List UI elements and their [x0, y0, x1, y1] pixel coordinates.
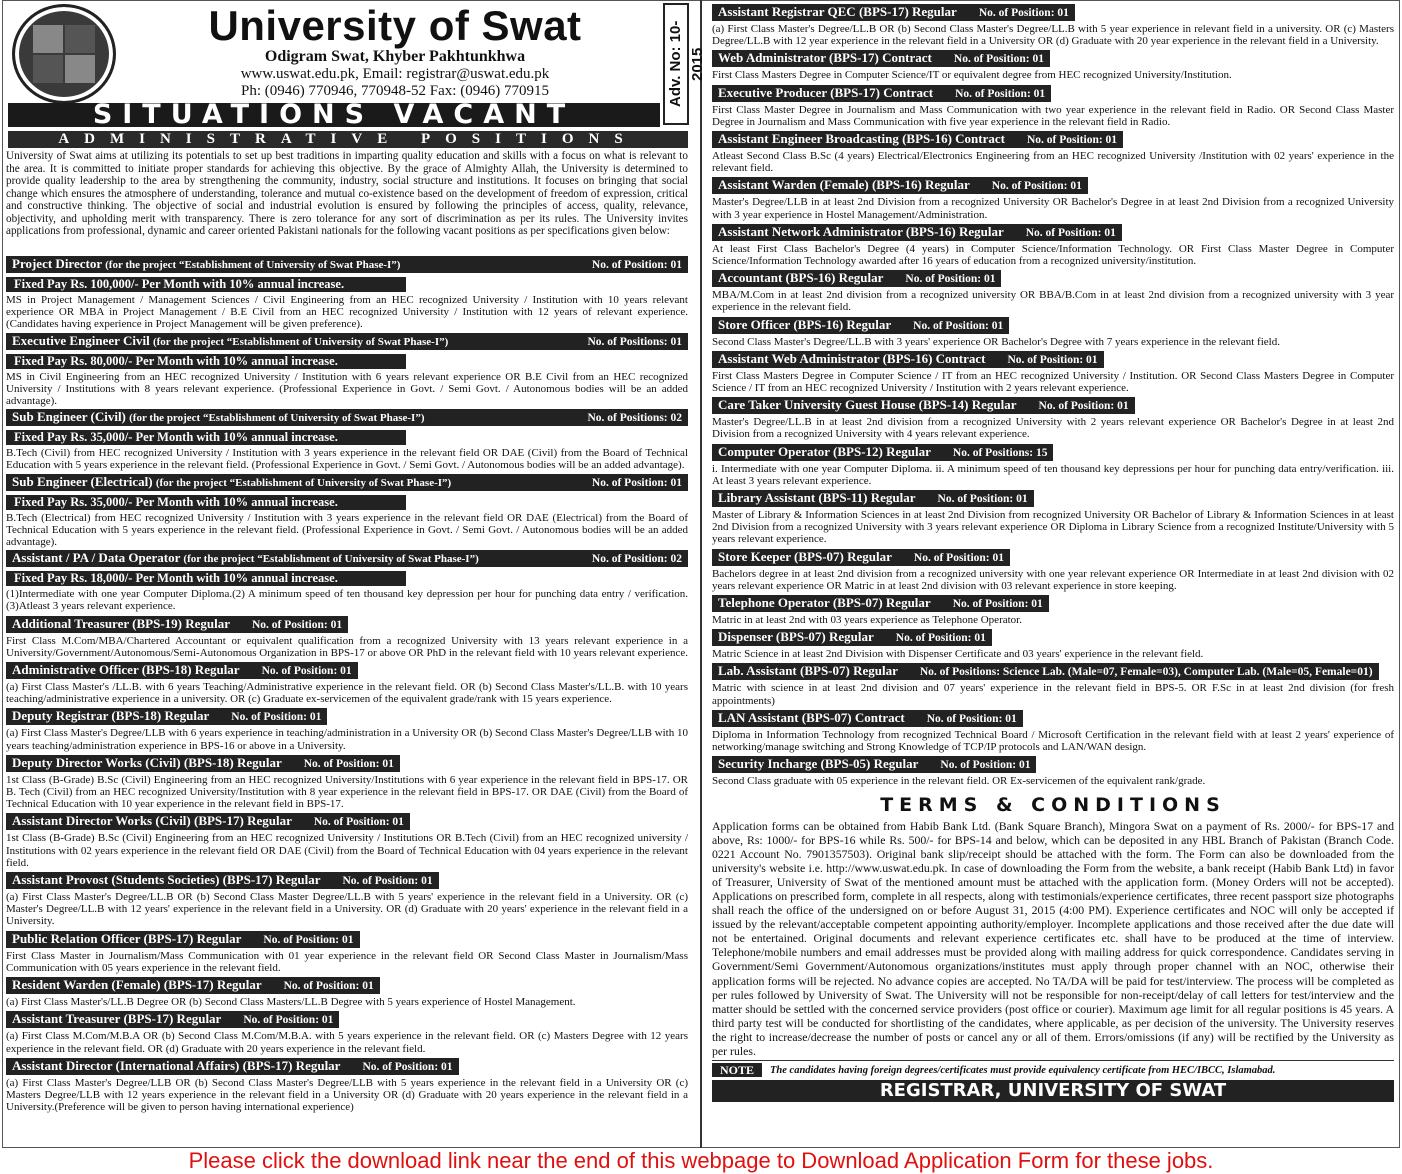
job-listing — [6, 754, 688, 811]
job-title-wrap — [718, 629, 874, 644]
job-positions: No. of Position: 01 — [978, 7, 1069, 19]
job-title-wrap — [718, 224, 1004, 239]
job-positions: No. of Position: 01 — [591, 259, 682, 271]
job-heading — [6, 977, 380, 994]
job-requirements: B.Tech (Electrical) from HEC recognized University / Institution with 3 years experience in the relevant field OR DAE (Electrical) from the Board of Technical Education with 5 years experience in the relevant field. (Professional Experience in Govt. / Semi Govt. / Autonomous bodies will be an added advantage). — [6, 511, 688, 549]
job-heading — [712, 663, 1379, 680]
job-listing — [712, 709, 1394, 753]
job-title-wrap — [12, 409, 424, 426]
job-listing — [6, 474, 688, 549]
job-heading — [6, 333, 688, 350]
job-listing — [712, 49, 1394, 81]
job-positions: No. of Position: 01 — [895, 632, 986, 645]
terms-heading: TERMS & CONDITIONS — [880, 793, 1226, 816]
column-divider — [700, 0, 702, 1148]
job-title: Lab. Assistant (BPS-07) Regular — [718, 663, 898, 679]
job-positions: No. of Position: 01 — [591, 476, 682, 489]
job-title: Assistant Director (International Affairs) (BPS-17) Regular — [12, 1057, 341, 1073]
job-title-wrap — [718, 270, 883, 285]
job-listing — [712, 176, 1394, 220]
job-heading — [6, 755, 400, 772]
job-title: Deputy Registrar (BPS-18) Regular — [12, 708, 210, 724]
job-requirements: 1st Class (B-Grade) B.Sc (Civil) Engineering from an HEC recognized University / Institutions OR B.Tech (Civil) from an HEC recognized university / Institutions with 02 years experience in the relevant field OR DAE (Civil) from the Board of Technical Education with 04 years experience in the relevant field. — [6, 832, 688, 869]
job-positions: No. of Position: 01 — [342, 875, 433, 888]
job-listing — [712, 3, 1394, 47]
job-positions: No. of Position: 01 — [937, 493, 1028, 506]
job-heading — [6, 931, 360, 948]
job-heading — [6, 1011, 339, 1028]
job-listing — [6, 256, 688, 331]
job-positions: No. of Position: 01 — [231, 711, 322, 724]
job-title: Administrative Officer (BPS-18) Regular — [12, 662, 240, 678]
job-title: LAN Assistant (BPS-07) Contract — [718, 709, 905, 725]
note-label: NOTE — [712, 1063, 762, 1077]
job-pay: Fixed Pay Rs. 18,000/- Per Month with 10% annual increase. — [6, 571, 406, 586]
job-listing — [6, 1057, 688, 1114]
job-listing — [6, 333, 688, 408]
job-requirements: Master's Degree/LLB in at least 2nd Division from a recognized University OR Bachelor's Degree in at least 2nd Division from a recognized University with 3 year experience in Hostel Management/Administration. — [712, 196, 1394, 221]
job-requirements: First Class M.Com/MBA/Chartered Accountant or equivalent qualification from a recognized University with 13 years relevant experience in a University/Government/Autonomous/Semi-Autonomous Organization in BPS-17 or above OR PhD in the relevant field with 10 years relevant experience. — [6, 634, 688, 659]
job-title-wrap — [718, 397, 1017, 412]
job-title: Accountant (BPS-16) Regular — [718, 270, 884, 286]
job-title-wrap — [718, 756, 918, 771]
job-title-wrap — [718, 131, 1005, 146]
job-listing — [712, 84, 1394, 128]
job-requirements: Matric in at least 2nd with 03 years experience as Telephone Operator. — [712, 614, 1022, 627]
job-title-wrap — [12, 977, 262, 992]
job-title-wrap — [12, 931, 241, 946]
job-pay: Fixed Pay Rs. 35,000/- Per Month with 10% annual increase. — [6, 495, 406, 510]
job-positions: No. of Position: 01 — [926, 712, 1017, 725]
job-pay: Fixed Pay Rs. 100,000/- Per Month with 10% annual increase. — [6, 277, 406, 292]
job-project-tag: (for the project “Establishment of University of Swat Phase-I”) — [155, 476, 452, 489]
job-requirements: Master's Degree/LL.B in at least 2nd division from a recognized University with 2 years relevant experience OR Bachelor's Degree in at least 2nd Division from a recognized University with 4 years relevant experience. — [712, 416, 1394, 441]
job-project-tag: (for the project “Establishment of University of Swat Phase-I”) — [129, 412, 425, 425]
job-title-wrap — [12, 1011, 221, 1026]
registrar-signature: REGISTRAR, UNIVERSITY OF SWAT — [712, 1080, 1394, 1102]
job-title: Public Relation Officer (BPS-17) Regular — [12, 930, 242, 946]
university-contact-phone: Ph: (0946) 770946, 770948-52 Fax: (0946) 770915 — [241, 83, 549, 99]
job-heading — [712, 177, 1088, 194]
job-listing — [712, 594, 1394, 626]
job-title-wrap — [718, 444, 931, 459]
job-title-wrap — [12, 872, 321, 887]
job-project-tag: (for the project “Establishment of University of Swat Phase-I”) — [152, 335, 449, 348]
job-listing — [712, 755, 1394, 787]
job-requirements: First Class Master in Journalism/Mass Communication with 01 year experience in the relevant field OR Second Class Master in Journalism/Mass Communication with 05 years experience in the relevant field. — [6, 949, 688, 974]
job-title: Sub Engineer (Electrical) — [12, 473, 153, 489]
note-row — [712, 1060, 1394, 1077]
job-requirements: (a) First Class Master's Degree/LLB with 6 years experience in teaching/administration in a University OR (b) Second Class Master's Degree/LLB with 10 years teaching/administration experience in BPS-16 or above in a University. — [6, 727, 688, 752]
job-listing — [6, 871, 688, 928]
job-project-tag: (for the project “Establishment of University of Swat Phase-I”) — [183, 553, 479, 566]
job-requirements: Master of Library & Information Sciences in at least 2nd Division from recognized University OR Bachelor of Library & Information Sciences in at least 2nd Division from a recognized University with 3 years relevant experience OR Diploma in Library Science from a recognized Institute/University with 5 years relevant experience. — [712, 509, 1394, 546]
job-listing — [712, 396, 1394, 440]
job-requirements: (a) First Class Master's Degree/LL.B OR (b) Second Class Master's Degree/LL.B with 5 year experience in relevant field in a university. OR (c) Masters Degree/LL.B with 12 year experience in the relevant field in a University OR (d) Graduate with 20 year experience in the relevant field in a University. — [712, 23, 1394, 48]
job-title-wrap — [12, 662, 240, 677]
job-positions: No. of Position: 01 — [243, 1014, 334, 1027]
job-positions: No. of Position: 01 — [1025, 226, 1116, 239]
job-title: Assistant / PA / Data Operator — [12, 550, 181, 566]
job-positions: No. of Positions: 01 — [587, 335, 682, 348]
job-requirements: Second Class graduate with 05 experience in the relevant field. OR Ex-servicemen of the equivalent rank/grade. — [712, 775, 1206, 788]
job-title: Store Keeper (BPS-07) Regular — [718, 548, 892, 564]
job-listing — [6, 976, 688, 1008]
job-requirements: Matric Science in at least 2nd Division with Dispenser Certificate and 03 years' experience in the relevant field. — [712, 648, 1204, 661]
job-positions: No. of Position: 01 — [303, 757, 394, 770]
intro-paragraph: University of Swat aims at utilizing its potentials to set up best traditions in imparting quality education and skills with a focus on what is relevant to the area. It is committed to initiate proper standards for achieving this objective. By the grace of Almighty Allah, the University is determined to provide quality leadership to the area by strengthening the community, industry, social structure and institutions. It focuses on bringing that social change which ensures the atmosphere of understanding, tolerance and mutual co-existence based on the development of freedom of expression, critical and constructive thinking. The objective of social and industrial evolution is ensured by following the principles of access, quality, relevance, objectivity, and upholding merit with transparency. There is zero tolerance for any sort of discrimination as per its rules. The University invites applications from professional, dynamic and career oriented Pakistani nationals for the following vacant positions as per specifications given below: — [6, 150, 688, 237]
job-listing — [712, 350, 1394, 394]
job-requirements: First Class Masters Degree in Computer Science/IT or equivalent degree from HEC recognized University/Institution. — [712, 69, 1232, 82]
university-title: University of Swat — [208, 2, 582, 49]
job-positions: No. of Position: 01 — [283, 980, 374, 993]
job-positions: No. of Position: 02 — [591, 553, 682, 566]
job-title-wrap — [12, 755, 282, 770]
job-heading — [712, 85, 1051, 102]
job-title: Assistant Network Administrator (BPS-16) Regular — [718, 223, 1004, 239]
job-title: Assistant Warden (Female) (BPS-16) Regular — [718, 177, 970, 193]
job-project-tag: (for the project “Establishment of University of Swat Phase-I”) — [105, 259, 401, 271]
job-title: Project Director — [12, 256, 102, 271]
job-positions: No. of Position: 01 — [955, 87, 1046, 100]
job-positions: No. of Positions: 15 — [952, 446, 1048, 459]
job-title: Security Incharge (BPS-05) Regular — [718, 756, 919, 772]
job-positions: No. of Positions: 02 — [587, 412, 682, 425]
job-title-wrap — [718, 85, 933, 100]
job-listing — [712, 443, 1394, 487]
job-title: Dispenser (BPS-07) Regular — [718, 629, 874, 645]
job-title-wrap — [718, 177, 970, 192]
job-positions: No. of Position: 01 — [1026, 134, 1118, 147]
job-heading — [712, 351, 1104, 368]
job-positions: No. of Position: 01 — [263, 933, 354, 946]
job-title-wrap — [718, 490, 916, 505]
job-title: Additional Treasurer (BPS-19) Regular — [12, 615, 230, 631]
job-pay: Fixed Pay Rs. 80,000/- Per Month with 10% annual increase. — [6, 354, 406, 369]
job-positions: No. of Position: 01 — [313, 816, 404, 829]
job-positions: No. of Position: 01 — [905, 273, 996, 286]
job-title-wrap — [718, 549, 892, 564]
job-title: Assistant Engineer Broadcasting (BPS-16) Contract — [718, 131, 1005, 147]
job-heading — [6, 616, 348, 633]
job-title: Resident Warden (Female) (BPS-17) Regular — [12, 977, 262, 993]
job-positions: No. of Position: 01 — [1038, 400, 1129, 413]
job-heading — [6, 872, 439, 889]
job-heading — [6, 409, 688, 426]
job-title: Assistant Treasurer (BPS-17) Regular — [12, 1011, 222, 1027]
job-requirements: Diploma in Information Technology from recognized Technical Board / Microsoft Certification in the relevant field with at least 2 years' experience of networking/manage switching and Strong Knowledge of TCP/IP protocols and LAN/WAN design. — [712, 728, 1394, 754]
right-job-list — [712, 3, 1394, 788]
job-listing — [6, 1010, 688, 1054]
job-listing — [6, 930, 688, 974]
job-requirements: Second Class Master's Degree/LL.B with 3 years' experience OR Bachelor's Degree with 7 years experience in the relevant field. — [712, 335, 1280, 348]
job-requirements: (a) First Class Master's Degree/LLB OR (b) Second Class Master's Degree/LLB with 5 years experience in the relevant field in a University OR (c) Masters Degree/LLB with 12 years experience in the relevant field in a University OR (d) Graduate with 20 years experience in the relevant field in a University.(Preference will be given to person having international experience) — [6, 1076, 688, 1114]
job-requirements: MS in Civil Engineering from an HEC recognized University / Institution with 6 years relevant experience OR B.E Civil from an HEC recognized University / Institutions with 8 years relevant experience. (Professional Experience in Govt. / Semi Govt. / Autonomous bodies will be an added advantage). — [6, 370, 688, 408]
job-listing — [712, 548, 1394, 592]
job-positions: No. of Positions: Science Lab. (Male=07, Female=03), Computer Lab. (Male=05, Female=01) — [919, 666, 1373, 679]
job-title: Assistant Director Works (Civil) (BPS-17) Regular — [12, 813, 292, 829]
job-listing — [712, 223, 1394, 267]
job-title-wrap — [12, 1058, 340, 1073]
job-positions: No. of Position: 01 — [940, 759, 1031, 772]
job-title: Telephone Operator (BPS-07) Regular — [718, 595, 931, 611]
job-title-wrap — [718, 595, 931, 610]
right-column — [712, 3, 1394, 1102]
job-listing — [712, 316, 1394, 348]
job-listing — [6, 661, 688, 705]
job-title-wrap — [718, 4, 957, 19]
job-heading — [6, 550, 688, 567]
job-heading — [712, 490, 1034, 507]
job-listing — [712, 628, 1394, 660]
job-requirements: MBA/M.Com in at least 2nd division from a recognized university OR BBA/B.Com in at least 2nd division from a recognized university with 3 year experience in the relevant field. — [712, 289, 1394, 314]
job-title: Assistant Provost (Students Societies) (BPS-17) Regular — [12, 872, 321, 888]
job-title: Care Taker University Guest House (BPS-14) Regular — [718, 397, 1017, 413]
job-heading — [712, 317, 1009, 334]
job-listing — [6, 409, 688, 471]
job-title: Assistant Registrar QEC (BPS-17) Regular — [718, 4, 957, 19]
job-requirements: B.Tech (Civil) from HEC recognized University / Institution with 3 years experience in the relevant field OR DAE (Civil) from the Board of Technical Education with 5 years experience in the relevant field. (Professional Experience in Govt. / Semi Govt. / Autonomous bodies will be an added advantage). — [6, 447, 688, 472]
job-requirements: (1)Intermediate with one year Computer Diploma.(2) A minimum speed of ten thousand key depression per hour for punching data entry / verification. (3)Atleast 3 years relevant experience. — [6, 588, 688, 613]
job-heading — [6, 256, 688, 273]
job-listing — [712, 130, 1394, 174]
job-title-wrap — [12, 333, 448, 350]
job-title-wrap — [718, 663, 898, 678]
job-heading — [712, 595, 1049, 612]
job-heading — [712, 444, 1053, 461]
job-requirements: i. Intermediate with one year Computer Diploma. ii. A minimum speed of ten thousand key depressions per hour for punching data entry/verification. iii. At least 3 years relevant experience. — [712, 462, 1394, 487]
job-listing — [6, 550, 688, 612]
job-requirements: (a) First Class Master's/LL.B Degree OR (b) Second Class Masters/LL.B Degree with 5 years experience of Hostel Management. — [6, 996, 576, 1009]
job-title-wrap — [718, 351, 985, 366]
job-heading — [712, 549, 1010, 566]
job-listing — [6, 812, 688, 869]
job-heading — [712, 756, 1036, 773]
job-requirements: Matric with science in at least 2nd division and 07 years' experience in the relevant field in BPS-5. OR F.Sc in at least 2nd division (for fresh appointments) — [712, 682, 1394, 707]
job-requirements: At least First Class Bachelor's Degree (4 years) in Computer Science/Information Technology. OR First Class Master Degree in Computer Science/Information Technology awarded after 16 years of education from a recognized university/institution. — [712, 242, 1394, 268]
job-heading — [712, 50, 1050, 67]
left-job-list — [6, 256, 688, 1115]
job-title-wrap — [12, 256, 400, 273]
job-heading — [712, 270, 1001, 287]
job-positions: No. of Position: 01 — [952, 598, 1043, 611]
section-heading: ADMINISTRATIVE POSITIONS — [8, 131, 688, 148]
job-listing — [6, 615, 688, 659]
job-heading — [6, 474, 688, 491]
university-logo — [12, 4, 116, 104]
job-positions: No. of Position: 01 — [913, 551, 1004, 564]
job-positions: No. of Position: 01 — [261, 665, 352, 678]
job-heading — [712, 224, 1122, 241]
university-address: Odigram Swat, Khyber Pakhtunkhwa — [264, 48, 526, 65]
job-positions: No. of Position: 01 — [953, 53, 1044, 66]
job-heading — [712, 4, 1075, 21]
job-positions: No. of Position: 01 — [913, 319, 1004, 332]
job-title-wrap — [12, 616, 230, 631]
job-positions: No. of Position: 01 — [991, 180, 1082, 193]
job-positions: No. of Position: 01 — [1007, 353, 1098, 366]
job-heading — [6, 708, 327, 725]
job-requirements: First Class Master Degree in Journalism and Mass Communication with two year experience in the relevant field in Radio. OR Second Class Master Degree in Journalism and Mass Communication with five year experience in the relevant field in Radio. — [712, 103, 1394, 128]
job-requirements: First Class Masters Degree in Computer Science / IT from an HEC recognized University / Institution. OR Second Class Masters Degree in Computer Science / IT from an HEC recognized University / Institution with 2 years relevant experience. — [712, 369, 1394, 395]
job-pay: Fixed Pay Rs. 35,000/- Per Month with 10% annual increase. — [6, 430, 406, 445]
job-title-wrap — [718, 317, 891, 332]
job-heading — [6, 662, 358, 679]
job-requirements: (a) First Class Master's /LL.B. with 6 years Teaching/Administrative experience in the relevant field. OR (b) Second Class Master's/LL.B. with 10 years teaching/administrative experience in a university. OR (c) Graduate ex-servicemen of the equivalent grade/rank with 15 years experience. — [6, 681, 688, 706]
job-title: Web Administrator (BPS-17) Contract — [718, 50, 932, 66]
job-requirements: Bachelors degree in at least 2nd division from a recognized university with one year relevant experience OR Intermediate in at least 2nd division with 02 years relevant experience OR Matric in at least 2nd division with 03 relevant experience in store keeping. — [712, 567, 1394, 592]
job-listing — [712, 489, 1394, 546]
job-title: Executive Engineer Civil — [12, 332, 150, 348]
job-title-wrap — [12, 550, 479, 567]
job-title: Store Officer (BPS-16) Regular — [718, 316, 892, 332]
job-title: Sub Engineer (Civil) — [12, 409, 126, 425]
advertisement-number: Adv. No: 10-2015 — [663, 3, 689, 125]
job-title: Library Assistant (BPS-11) Regular — [718, 490, 916, 506]
job-heading — [712, 710, 1023, 727]
job-heading — [712, 629, 992, 646]
job-positions: No. of Position: 01 — [252, 618, 343, 631]
job-title: Computer Operator (BPS-12) Regular — [718, 443, 931, 459]
situations-vacant-banner: SITUATIONS VACANT — [8, 103, 660, 127]
note-text: The candidates having foreign degrees/certificates must provide equivalency certificate from HEC/IBCC, Islamabad. — [770, 1064, 1276, 1076]
job-requirements: 1st Class (B-Grade) B.Sc (Civil) Engineering from an HEC recognized University/Institutions with 6 year experience in the relevant field in BPS-17. OR B. Tech (Civil) from an HEC recognized University/Institution with 8 year experience in the relevant field in BPS-17. OR DAE (Civil) from the Board of Technical Education with 10 year experience in the relevant field in BPS-17. — [6, 773, 688, 811]
job-requirements: MS in Project Management / Management Sciences / Civil Engineering from an HEC recognized University / Institution with 10 years relevant experience OR MBA in Project Management / B.E Civil from an HEC recognized University / Institution with 12 years of relevant experience. (Candidates having experience in Project Management will be given preference). — [6, 294, 688, 331]
job-heading — [6, 813, 410, 830]
job-title: Executive Producer (BPS-17) Contract — [718, 84, 934, 100]
job-heading — [712, 397, 1135, 414]
job-title-wrap — [718, 50, 932, 65]
job-title-wrap — [12, 474, 451, 491]
job-title: Assistant Web Administrator (BPS-16) Contract — [718, 350, 986, 366]
job-listing — [712, 269, 1394, 313]
job-title-wrap — [718, 710, 905, 725]
university-contact-web: www.uswat.edu.pk, Email: registrar@uswat.edu.pk — [240, 66, 550, 82]
job-listing — [712, 662, 1394, 706]
job-title-wrap — [12, 813, 292, 828]
download-notice[interactable]: Please click the download link near the end of this webpage to Download Application Form for these jobs. — [188, 1148, 1214, 1173]
job-listing — [6, 707, 688, 751]
job-title: Deputy Director Works (Civil) (BPS-18) Regular — [12, 754, 282, 770]
job-title-wrap — [12, 708, 209, 723]
job-requirements: (a) First Class Master's Degree/LL.B OR (b) Second Class Master Degree/LL.B with 5 years' experience in the relevant field in a University. OR (c) Master's Degree/LL.B with 12 years' experience in the relevant field in a University. OR (d) Graduate with 20 years' experience in the relevant field in a University. — [6, 891, 688, 928]
job-heading — [712, 131, 1123, 148]
job-heading — [6, 1058, 459, 1075]
job-positions: No. of Position: 01 — [362, 1060, 453, 1073]
terms-text: Application forms can be obtained from Habib Bank Ltd. (Bank Square Branch), Mingora Swat on a payment of Rs. 2000/- for BPS-17 and above, Rs: 1000/- for BPS-16 while Rs. 500/- for BPS-14 and below, which can be deposited in any HBL Branch of Pakistan (Branch Code. 0221 Account No. 7901357503). Original bank slip/receipt should be attached with the form. The Form can also be downloaded from the university's website i.e. http://www.uswat.edu.pk. In case of downloading the Form from the website, a bank receipt (Habib Bank Ltd) in favor of Treasurer, University of Swat of the mentioned amount must be attached with the application form. (Money Orders will not be accepted). Applications on prescribed form, complete in all respects, along with testimonials/experience certificates, three recent passport size photographs shall reach the office of the undersigned on or before August 31, 2015 (4:00 PM). Experience certificates and NOC will only be accepted if issued by the relevant/acceptable competent appointing authority/employer. Incomplete applications and those received after the due date will not be entertained. Original documents and relevant experience certificates etc. shall have to be produced at the time of interview. Telephone/mobile numbers and email addresses must be provided along with mailing address for quick correspondence. Candidates serving in Government/Semi Government/Autonomous organizations/institutes must apply through proper channel with an NOC, otherwise their application forms will be rejected. No advance copies are accepted. No TA/DA will be paid for test/interview. The process will be completed as per rules followed by University of Swat. The University will not be responsible for non-receipt/delay of call letters for test/interview and the matter should be settled with the concerned service providers (post office or courier). Maximum age limit for all regular positions is 45 years. A third party test will be conducted for shortlisting of the candidates, where applicable, as per decision of the university. The University reserves the right to increase/decrease the number of posts or cancel any or all of them. Errors/omissions (if any) will be rectified by the University as per rules. — [712, 818, 1394, 1058]
job-requirements: (a) First Class M.Com/M.B.A OR (b) Second Class M.Com/M.B.A. with 5 years experience in the relevant field. OR (c) Masters Degree with 12 years experience in the relevant field. OR (d) Graduate with 20 years experience in the relevant field. — [6, 1030, 688, 1055]
job-requirements: Atleast Second Class B.Sc (4 years) Electrical/Electronics Engineering from an HEC recognized University /Institution with 02 years' experience in the relevant field. — [712, 150, 1394, 175]
